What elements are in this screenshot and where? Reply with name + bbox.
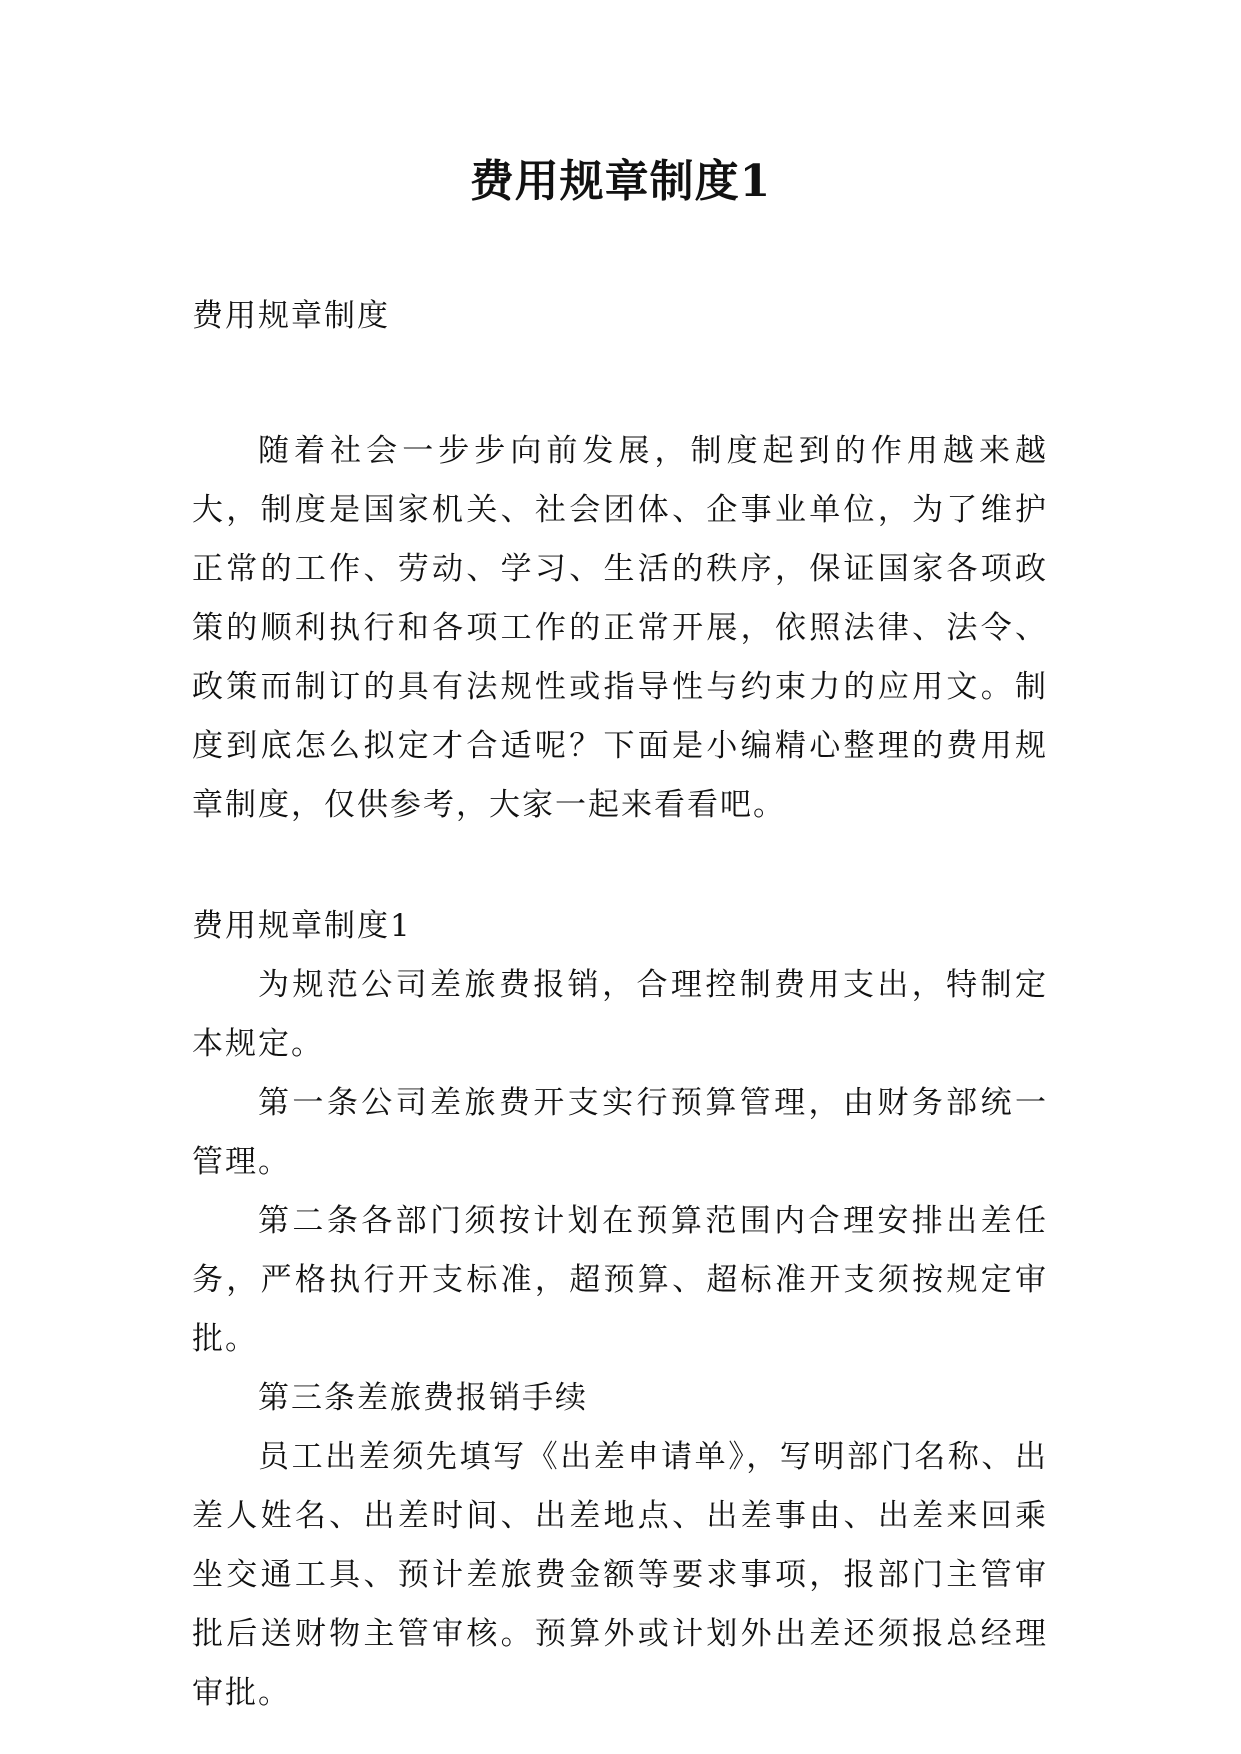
subtitle: 费用规章制度 — [192, 298, 390, 334]
paragraph: 第二条各部门须按计划在预算范围内合理安排出差任务，严格执行开支标准，超预算、超标准开支须按规定审批。 — [192, 1203, 1048, 1357]
section-heading: 费用规章制度1 — [192, 908, 412, 944]
paragraph: 第三条差旅费报销手续 — [258, 1380, 588, 1416]
paragraph: 第一条公司差旅费开支实行预算管理，由财务部统一管理。 — [192, 1085, 1048, 1180]
spacer — [192, 835, 1048, 897]
document-body — [192, 287, 1048, 1723]
document-title: 费用规章制度1 — [469, 156, 772, 207]
intro-paragraph: 随着社会一步步向前发展，制度起到的作用越来越大，制度是国家机关、社会团体、企事业单位，为了维护正常的工作、劳动、学习、生活的秩序，保证国家各项政策的顺利执行和各项工作的正常开展，依照法律、法令、政策而制订的具有法规性或指导性与约束力的应用文。制度到底怎么拟定才合适呢？下面是小编精心整理的费用规章制度，仅供参考，大家一起来看看吧。 — [192, 433, 1048, 823]
paragraph: 为规范公司差旅费报销，合理控制费用支出，特制定本规定。 — [192, 967, 1048, 1062]
spacer — [192, 346, 1048, 422]
paragraph: 员工出差须先填写《出差申请单》，写明部门名称、出差人姓名、出差时间、出差地点、出差事由、出差来回乘坐交通工具、预计差旅费金额等要求事项，报部门主管审批后送财物主管审核。预算外或计划外出差还须报总经理审批。 — [192, 1439, 1048, 1711]
